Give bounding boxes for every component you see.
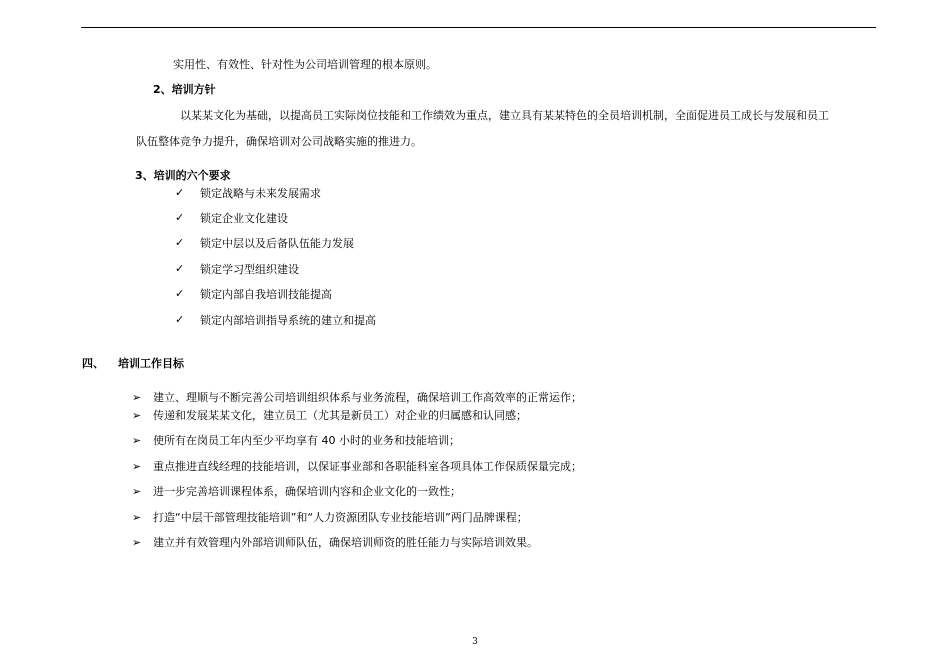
policy-paragraph-line-1: 以某某文化为基础，以提高员工实际岗位技能和工作绩效为重点，建立具有某某特色的全员培训机制，全面促进员工成长与发展和员工 — [180, 109, 829, 122]
arrow-bullet-icon: ➢ — [132, 460, 142, 473]
policy-paragraph-line-2: 队伍整体竞争力提升，确保培训对公司战略实施的推进力。 — [136, 135, 422, 148]
check-icon: ✓ — [175, 262, 185, 275]
list-item: 锁定内部自我培训技能提高 — [200, 288, 332, 301]
list-item: 锁定企业文化建设 — [200, 212, 288, 225]
list-item: 建立并有效管理内外部培训师队伍，确保培训师资的胜任能力与实际培训效果。 — [153, 536, 538, 549]
list-item: 重点推进直线经理的技能培训，以保证事业部和各职能科室各项具体工作保质保量完成； — [153, 460, 582, 473]
list-item: 建立、理顺与不断完善公司培训组织体系与业务流程，确保培训工作高效率的正常运作； — [153, 391, 582, 404]
arrow-bullet-icon: ➢ — [132, 434, 142, 447]
principle-line: 实用性、有效性、针对性为公司培训管理的根本原则。 — [173, 58, 437, 71]
list-item: 使所有在岗员工年内至少平均享有 40 小时的业务和技能培训； — [153, 434, 460, 447]
arrow-bullet-icon: ➢ — [132, 409, 142, 422]
heading-six-requirements: 3、培训的六个要求 — [135, 169, 231, 182]
arrow-bullet-icon: ➢ — [132, 536, 142, 549]
check-icon: ✓ — [175, 186, 185, 199]
list-item: 锁定中层以及后备队伍能力发展 — [200, 237, 354, 250]
header-rule — [81, 27, 876, 28]
list-item: 锁定战略与未来发展需求 — [200, 187, 321, 200]
page-number: 3 — [472, 637, 478, 647]
list-item: 锁定内部培训指导系统的建立和提高 — [200, 314, 376, 327]
arrow-bullet-icon: ➢ — [132, 485, 142, 498]
list-item: 锁定学习型组织建设 — [200, 263, 299, 276]
check-icon: ✓ — [175, 313, 185, 326]
section-number: 四、 — [82, 357, 104, 370]
heading-training-policy: 2、培训方针 — [153, 83, 216, 96]
heading-training-goals: 培训工作目标 — [118, 357, 184, 370]
list-item: 传递和发展某某文化，建立员工（尤其是新员工）对企业的归属感和认同感； — [153, 409, 527, 422]
check-icon: ✓ — [175, 236, 185, 249]
arrow-bullet-icon: ➢ — [132, 511, 142, 524]
list-item: 进一步完善培训课程体系，确保培训内容和企业文化的一致性； — [153, 485, 461, 498]
check-icon: ✓ — [175, 211, 185, 224]
arrow-bullet-icon: ➢ — [132, 391, 142, 404]
list-item: 打造“中层干部管理技能培训”和“人力资源团队专业技能培训”两门品牌课程； — [153, 511, 528, 524]
check-icon: ✓ — [175, 287, 185, 300]
